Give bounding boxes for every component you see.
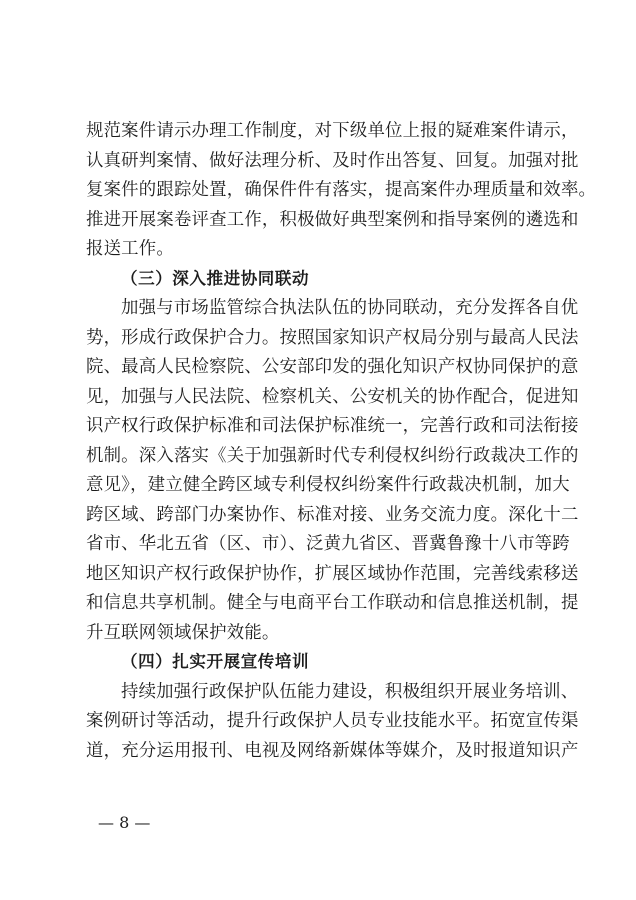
text-line: 跨区域、跨部门办案协作、标准对接、业务交流力度。深化十二 <box>86 504 579 525</box>
section-heading: （四）扎实开展宣传培训 <box>121 652 310 671</box>
text-line: 和信息共享机制。健全与电商平台工作联动和信息推送机制，提 <box>86 593 579 613</box>
text-line: 升互联网领域保护效能。 <box>86 622 280 643</box>
text-line: 规范案件请示办理工作制度，对下级单位上报的疑难案件请示， <box>86 121 579 141</box>
text-line: 识产权行政保护标准和司法保护标准统一，完善行政和司法衔接 <box>86 416 579 436</box>
text-line: 院、最高人民检察院、公安部印发的强化知识产权协同保护的意 <box>86 357 579 377</box>
text-line: 加强与市场监管综合执法队伍的协同联动，充分发挥各自优 <box>121 298 579 318</box>
text-line: 地区知识产权行政保护协作，扩展区域协作范围，完善线索移送 <box>86 563 579 584</box>
section-heading: （三）深入推进协同联动 <box>121 268 310 288</box>
text-line: 机制。深入落实《关于加强新时代专利侵权纠纷行政裁决工作的 <box>86 445 579 466</box>
text-line: 见，加强与人民法院、检察机关、公安机关的协作配合，促进知 <box>86 386 579 407</box>
text-line: 势，形成行政保护合力。按照国家知识产权局分别与最高人民法 <box>86 327 579 348</box>
text-line: 意见》，建立健全跨区域专利侵权纠纷案件行政裁决机制，加大 <box>86 475 570 495</box>
text-line: 道，充分运用报刊、电视及网络新媒体等媒介，及时报道知识产 <box>86 740 579 761</box>
page-number: — 8 — <box>98 813 151 832</box>
text-line: 案例研讨等活动，提升行政保护人员专业技能水平。拓宽宣传渠 <box>86 711 579 731</box>
text-line: 持续加强行政保护队伍能力建设，积极组织开展业务培训、 <box>121 681 579 702</box>
text-line: 推进开展案卷评查工作，积极做好典型案例和指导案例的遴选和 <box>86 209 579 230</box>
text-line: 认真研判案情、做好法理分析、及时作出答复、回复。加强对批 <box>86 150 579 171</box>
text-line: 复案件的跟踪处置，确保件件有落实，提高案件办理质量和效率。 <box>86 180 597 200</box>
text-line: 报送工作。 <box>86 239 174 259</box>
text-line: 省市、华北五省（区、市）、泛黄九省区、晋冀鲁豫十八市等跨 <box>86 534 570 554</box>
